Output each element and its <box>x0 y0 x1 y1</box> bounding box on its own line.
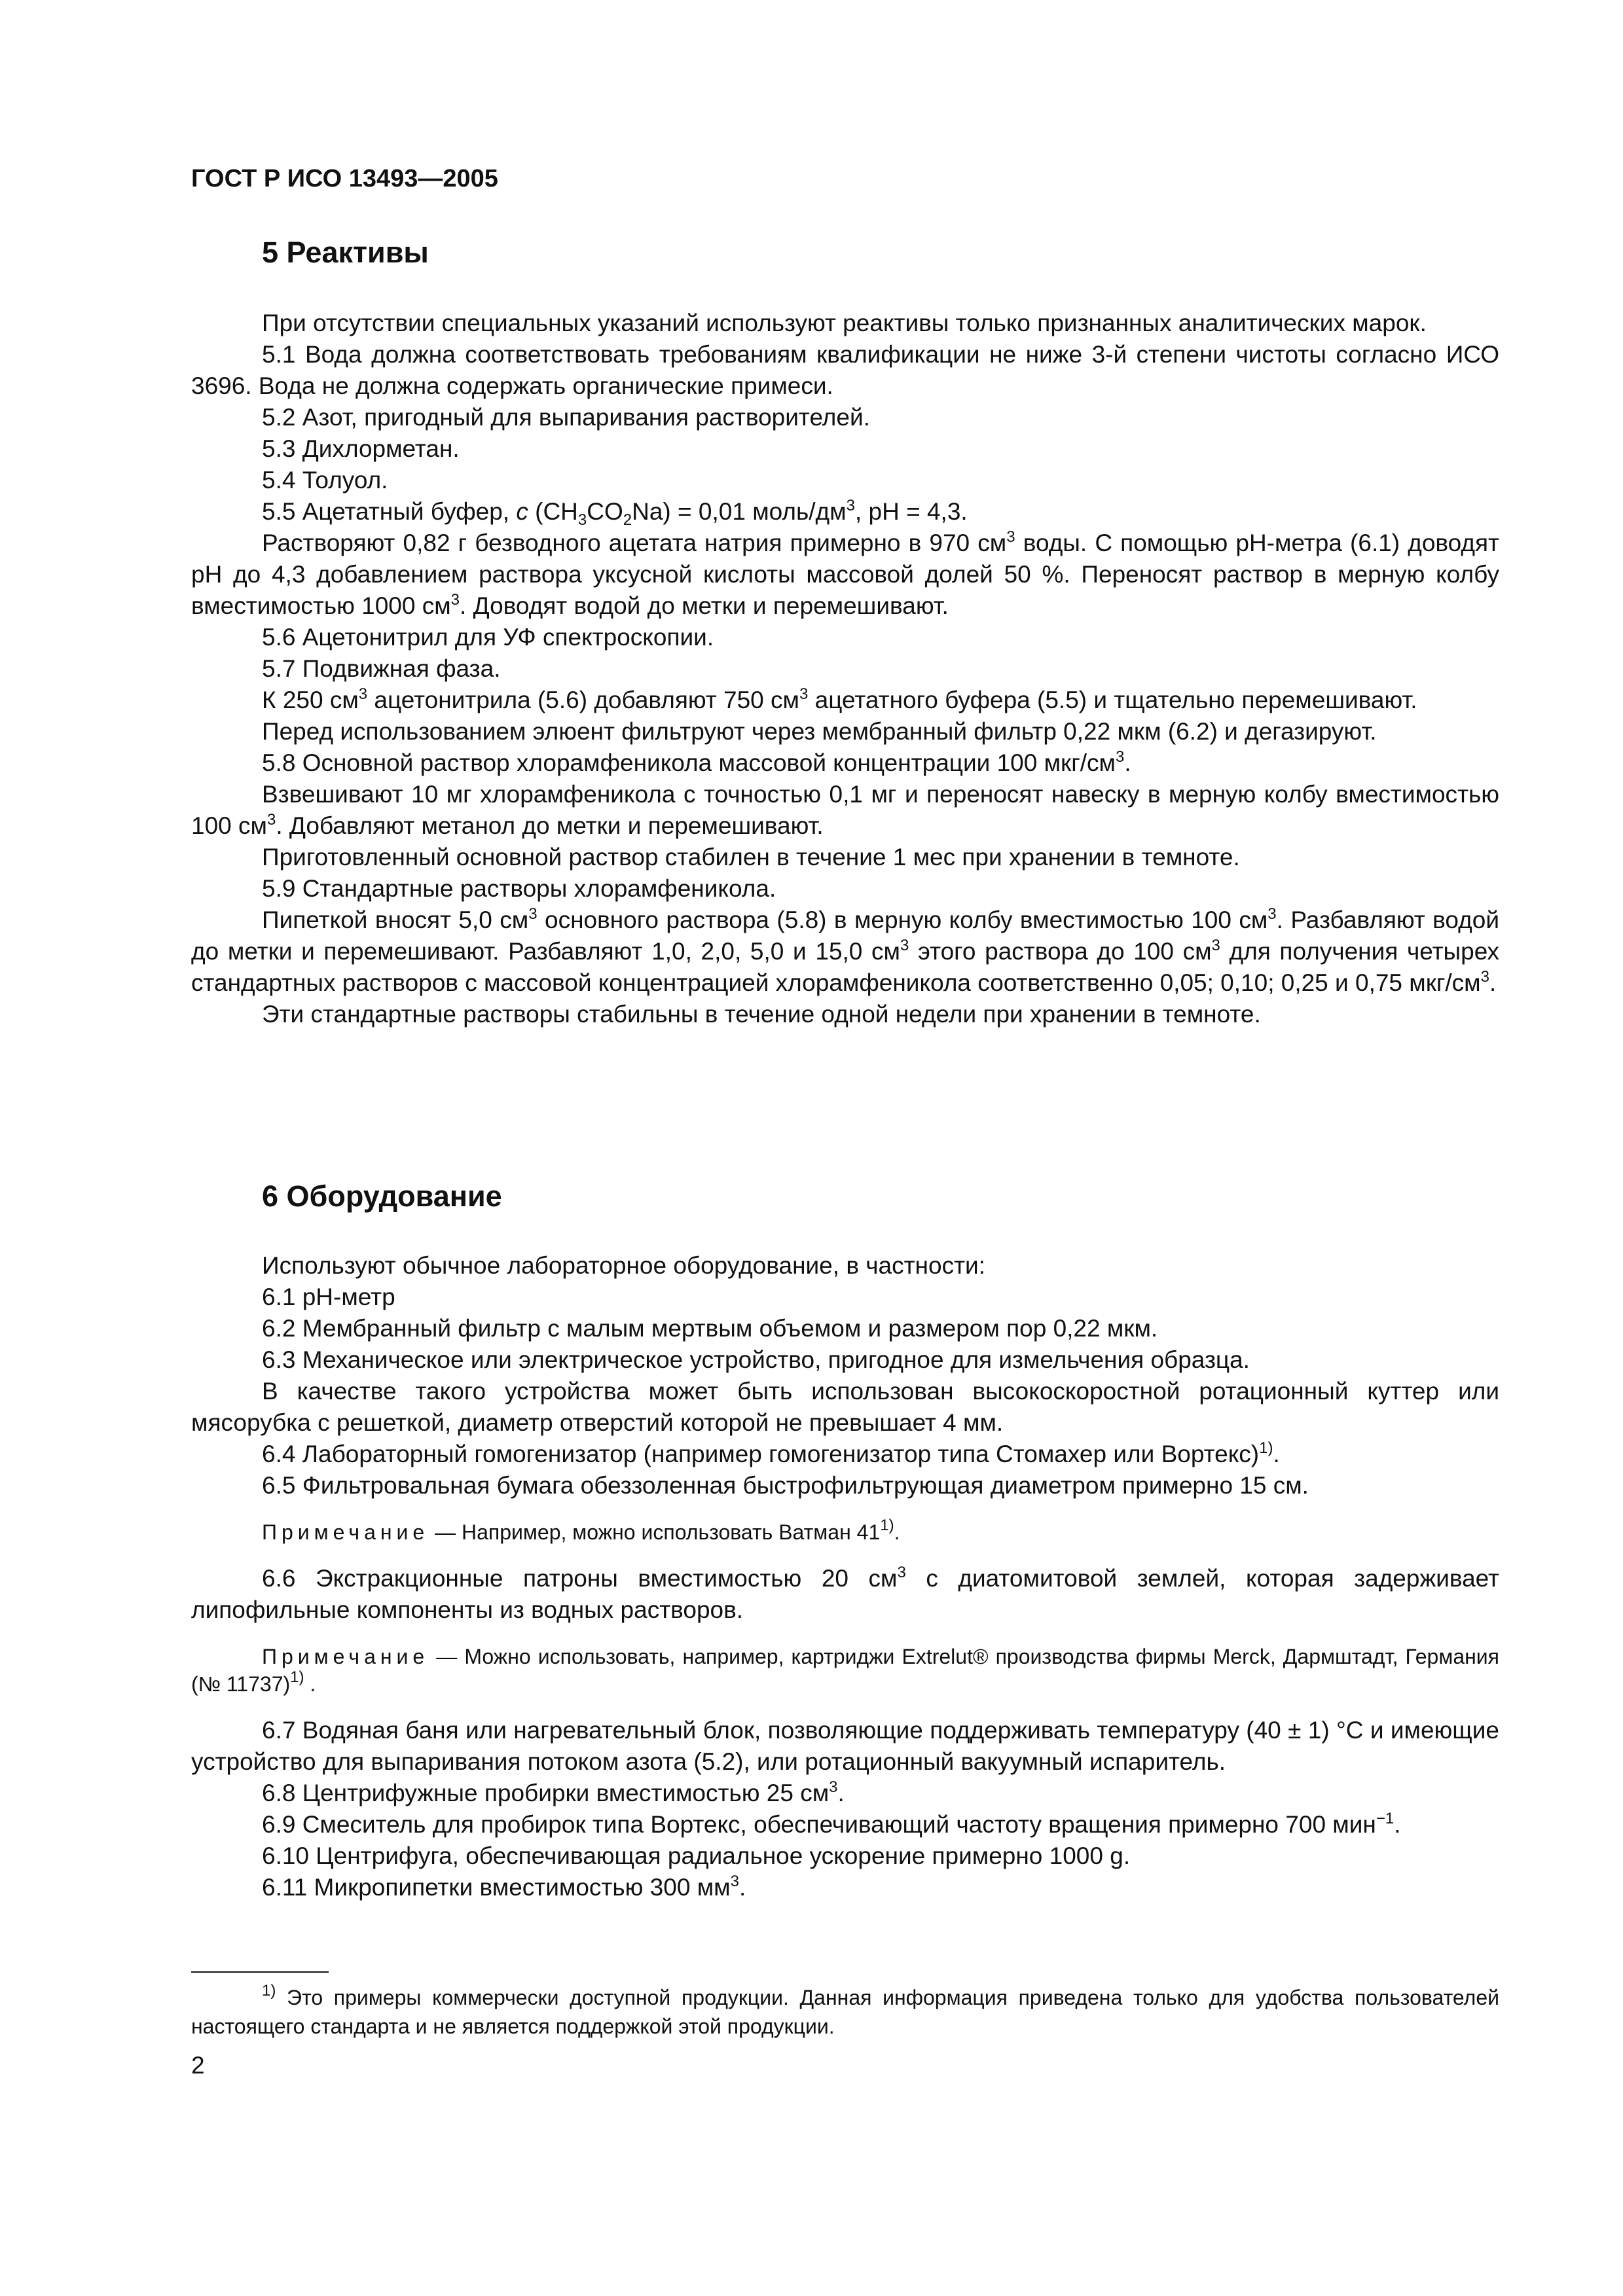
section-title-reagents: 5 Реактивы <box>262 236 429 269</box>
paragraph-5-4: 5.4 Толуол. <box>262 467 388 493</box>
footnote-separator <box>191 1971 329 1973</box>
paragraph-6-3: 6.3 Механическое или электрическое устройство, пригодное для измельчения образца. <box>262 1346 1250 1373</box>
footnote-mark: 1) <box>262 1982 276 2000</box>
paragraph-6-7: 6.7 Водяная баня или нагревательный блок, позволяющие поддерживать температуру (40 ± 1) °С и имеющие устройство для выпаривания потоком азота (5.2), или ротационный вакуумный испаритель. <box>191 1717 1499 1775</box>
paragraph-6-1: 6.1 pH-метр <box>262 1283 395 1310</box>
paragraph-5-7: 5.7 Подвижная фаза. <box>262 655 501 682</box>
paragraph-5-8: 5.8 Основной раствор хлорамфеникола массовой концентрации 100 мкг/$см^3$. <box>262 748 1131 776</box>
footnote <box>191 1983 1499 2041</box>
paragraph-6-5: 6.5 Фильтровальная бумага обеззоленная быстрофильтрующая диаметром примерно 15 см. <box>262 1472 1309 1499</box>
paragraph-5-9-text2: Эти стандартные растворы стабильны в течение одной недели при хранении в темноте. <box>262 1001 1261 1028</box>
paragraph-5-7-text2: Перед использованием элюент фильтруют через мембранный фильтр 0,22 мкм (6.2) и дегазируют. <box>262 718 1377 745</box>
section-body-equipment <box>191 1250 1499 1903</box>
paragraph-5-7-text: К 250 $см^3$ ацетонитрила (5.6) добавляют 750 $см^3$ ацетатного буфера (5.5) и тщательно перемешивают. <box>262 685 1417 713</box>
page-number: 2 <box>191 2052 205 2079</box>
paragraph-6-4: 6.4 Лабораторный гомогенизатор (например гомогенизатор типа Стомахер или Вортекс)$^{1)}$. <box>262 1439 1280 1467</box>
paragraph-5-2: 5.2 Азот, пригодный для выпаривания растворителей. <box>262 404 870 431</box>
paragraph-6-intro: Используют обычное лабораторное оборудование, в частности: <box>262 1252 985 1279</box>
paragraph-5-8-text: Взвешивают 10 мг хлорамфеникола с точностью 0,1 мг и переносят навеску в мерную колбу вместимостью 100 $см^3$. Добавляют метанол до метки и перемешивают. <box>191 781 1499 839</box>
paragraph-6-11: 6.11 Микропипетки вместимостью 300 $мм^3$. <box>262 1873 746 1901</box>
paragraph-6-9: 6.9 Смеситель для пробирок типа Вортекс, обеспечивающий частоту вращения примерно 700 мин$^{-1}$. <box>262 1810 1401 1838</box>
document-header: ГОСТ Р ИСО 13493—2005 <box>191 165 498 192</box>
footnote-text: Это примеры коммерчески доступной продукции. Данная информация приведена только для удобства пользователей настоящего стандарта и не является поддержкой этой продукции. <box>191 1986 1499 2038</box>
paragraph-5-9: 5.9 Стандартные растворы хлорамфеникола. <box>262 875 776 902</box>
paragraph-6-10: 6.10 Центрифуга, обеспечивающая радиальное ускорение примерно 1000 g. <box>262 1842 1131 1869</box>
paragraph-5-6: 5.6 Ацетонитрил для УФ спектроскопии. <box>262 624 714 651</box>
paragraph-5-1: 5.1 Вода должна соответствовать требованиям квалификации не ниже 3-й степени чистоты согласно ИСО 3696. Вода не должна содержать органические примеси. <box>191 341 1499 399</box>
paragraph-5-3: 5.3 Дихлорметан. <box>262 435 460 462</box>
section-body-reagents <box>191 308 1499 1030</box>
paragraph-6-2: 6.2 Мембранный фильтр с малым мертвым объемом и размером пор 0,22 мкм. <box>262 1315 1158 1342</box>
paragraph-6-8: 6.8 Центрифужные пробирки вместимостью 25 $см^3$. <box>262 1778 845 1806</box>
paragraph-6-3-text: В качестве такого устройства может быть использован высокоскоростной ротационный куттер или мясорубка с решеткой, диаметр отверстий которой не превышает 4 мм. <box>191 1378 1499 1436</box>
paragraph-5-8-text2: Приготовленный основной раствор стабилен в течение 1 мес при хранении в темноте. <box>262 844 1240 870</box>
paragraph-6-6: 6.6 Экстракционные патроны вместимостью 20 $см^3$ с диатомитовой землей, которая задерживает липофильные компоненты из водных растворов. <box>191 1564 1499 1623</box>
paragraph-5-9-text: Пипеткой вносят 5,0 $см^3$ основного раствора (5.8) в мерную колбу вместимостью 100 $см^3$. Разбавляют водой до метки и перемешивают. Разбавляют 1,0, 2,0, 5,0 и 15,0 $см^3$ этого раствора до 100 $см^3$ для получения четырех стандартных растворов с массовой концентрацией хлорамфеникола соответственно 0,05; 0,10; 0,25 и 0,75 мкг/$см^3$. <box>191 905 1500 996</box>
note-2: Примечание — Можно использовать, например, картриджи Extrelut® производства фирмы Merck, Дармштадт, Германия (№ 11737)$^{1)}$ . <box>191 1645 1499 1696</box>
paragraph-intro: При отсутствии специальных указаний используют реактивы только признанных аналитических марок. <box>262 310 1427 336</box>
section-title-equipment: 6 Оборудование <box>262 1179 502 1213</box>
note-1: Примечание — Например, можно использовать Ватман 41$^{1)}$. <box>262 1516 900 1544</box>
paragraph-5-5: 5.5 Ацетатный буфер, c $(CH_3CO_2Na) = 0,01$ моль/$дм^3$, pH = 4,3. <box>262 497 968 529</box>
paragraph-5-5-text: Растворяют 0,82 г безводного ацетата натрия примерно в 970 $см^3$ воды. С помощью pH-метра (6.1) доводят pH до 4,3 добавлением раствора уксусной кислоты массовой долей 50 %. Переносят раствор в мерную колбу вместимостью 1000 $см^3$. Доводят водой до метки и перемешивают. <box>191 528 1500 619</box>
